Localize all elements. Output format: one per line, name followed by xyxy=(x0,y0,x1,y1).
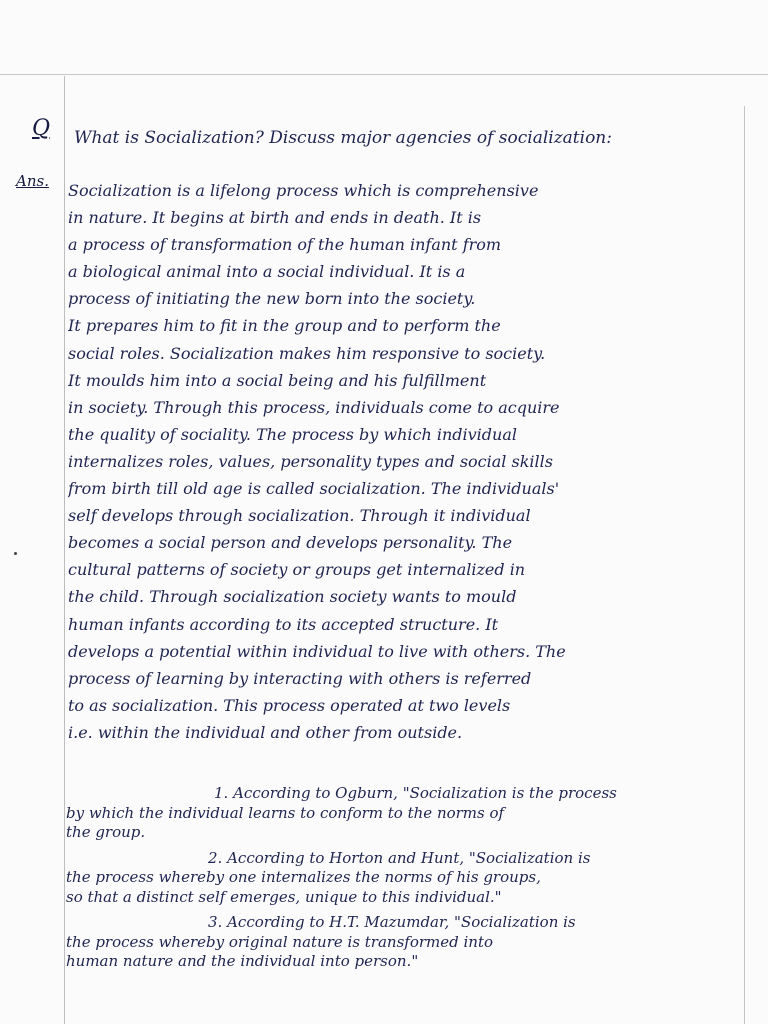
definitions-list xyxy=(66,784,742,972)
answer-line: the child. Through socialization society wants to mould xyxy=(68,587,517,607)
definition-line: the group. xyxy=(66,823,146,841)
answer-line: to as socialization. This process operated at two levels xyxy=(68,695,511,715)
question-text: What is Socialization? Discuss major agencies of socialization: xyxy=(74,128,612,148)
answer-line: in nature. It begins at birth and ends in death. It is xyxy=(68,208,482,228)
answer-line: cultural patterns of society or groups get internalized in xyxy=(68,560,526,580)
top-rule-line xyxy=(0,74,768,75)
answer-line: the quality of sociality. The process by which individual xyxy=(68,424,517,444)
answer-line: social roles. Socialization makes him responsive to society. xyxy=(68,343,546,363)
answer-line: a biological animal into a social individual. It is a xyxy=(68,262,466,282)
question-number: Q xyxy=(32,116,51,141)
answer-line: self develops through socialization. Through it individual xyxy=(68,506,531,526)
answer-line: from birth till old age is called socialization. The individuals' xyxy=(68,479,560,499)
definition-line: the process whereby one internalizes the norms of his groups, xyxy=(66,868,541,886)
answer-line: human infants according to its accepted structure. It xyxy=(68,614,499,634)
margin-line xyxy=(64,76,65,1024)
answer-line: It moulds him into a social being and his fulfillment xyxy=(68,370,487,390)
answer-label: Ans. xyxy=(16,172,49,190)
answer-line: It prepares him to fit in the group and to perform the xyxy=(68,316,501,336)
definition-line: 2. According to Horton and Hunt, "Socialization is xyxy=(208,848,591,867)
answer-line: process of initiating the new born into the society. xyxy=(68,289,476,309)
ink-dot xyxy=(14,552,17,555)
answer-line: internalizes roles, values, personality types and social skills xyxy=(68,451,553,471)
answer-line: develops a potential within individual to live with others. The xyxy=(68,641,566,661)
answer-body xyxy=(68,177,740,746)
definition-line: 3. According to H.T. Mazumdar, "Socialization is xyxy=(208,913,576,931)
answer-line: becomes a social person and develops personality. The xyxy=(68,533,513,553)
definition-line: the process whereby original nature is transformed into xyxy=(66,932,494,951)
answer-line: i.e. within the individual and other from outside. xyxy=(68,722,463,742)
definition-line: by which the individual learns to conform to the norms of xyxy=(66,803,505,822)
definition-line: human nature and the individual into person." xyxy=(66,952,419,970)
answer-line: process of learning by interacting with others is referred xyxy=(68,668,532,688)
definition-line: 1. According to Ogburn, "Socialization is the process xyxy=(214,784,617,802)
right-rule-line xyxy=(744,106,745,1024)
definition-line: so that a distinct self emerges, unique to this individual." xyxy=(66,887,502,906)
answer-line: in society. Through this process, individuals come to acquire xyxy=(68,397,560,417)
answer-line: a process of transformation of the human infant from xyxy=(68,235,502,255)
answer-line: Socialization is a lifelong process which is comprehensive xyxy=(68,181,539,200)
